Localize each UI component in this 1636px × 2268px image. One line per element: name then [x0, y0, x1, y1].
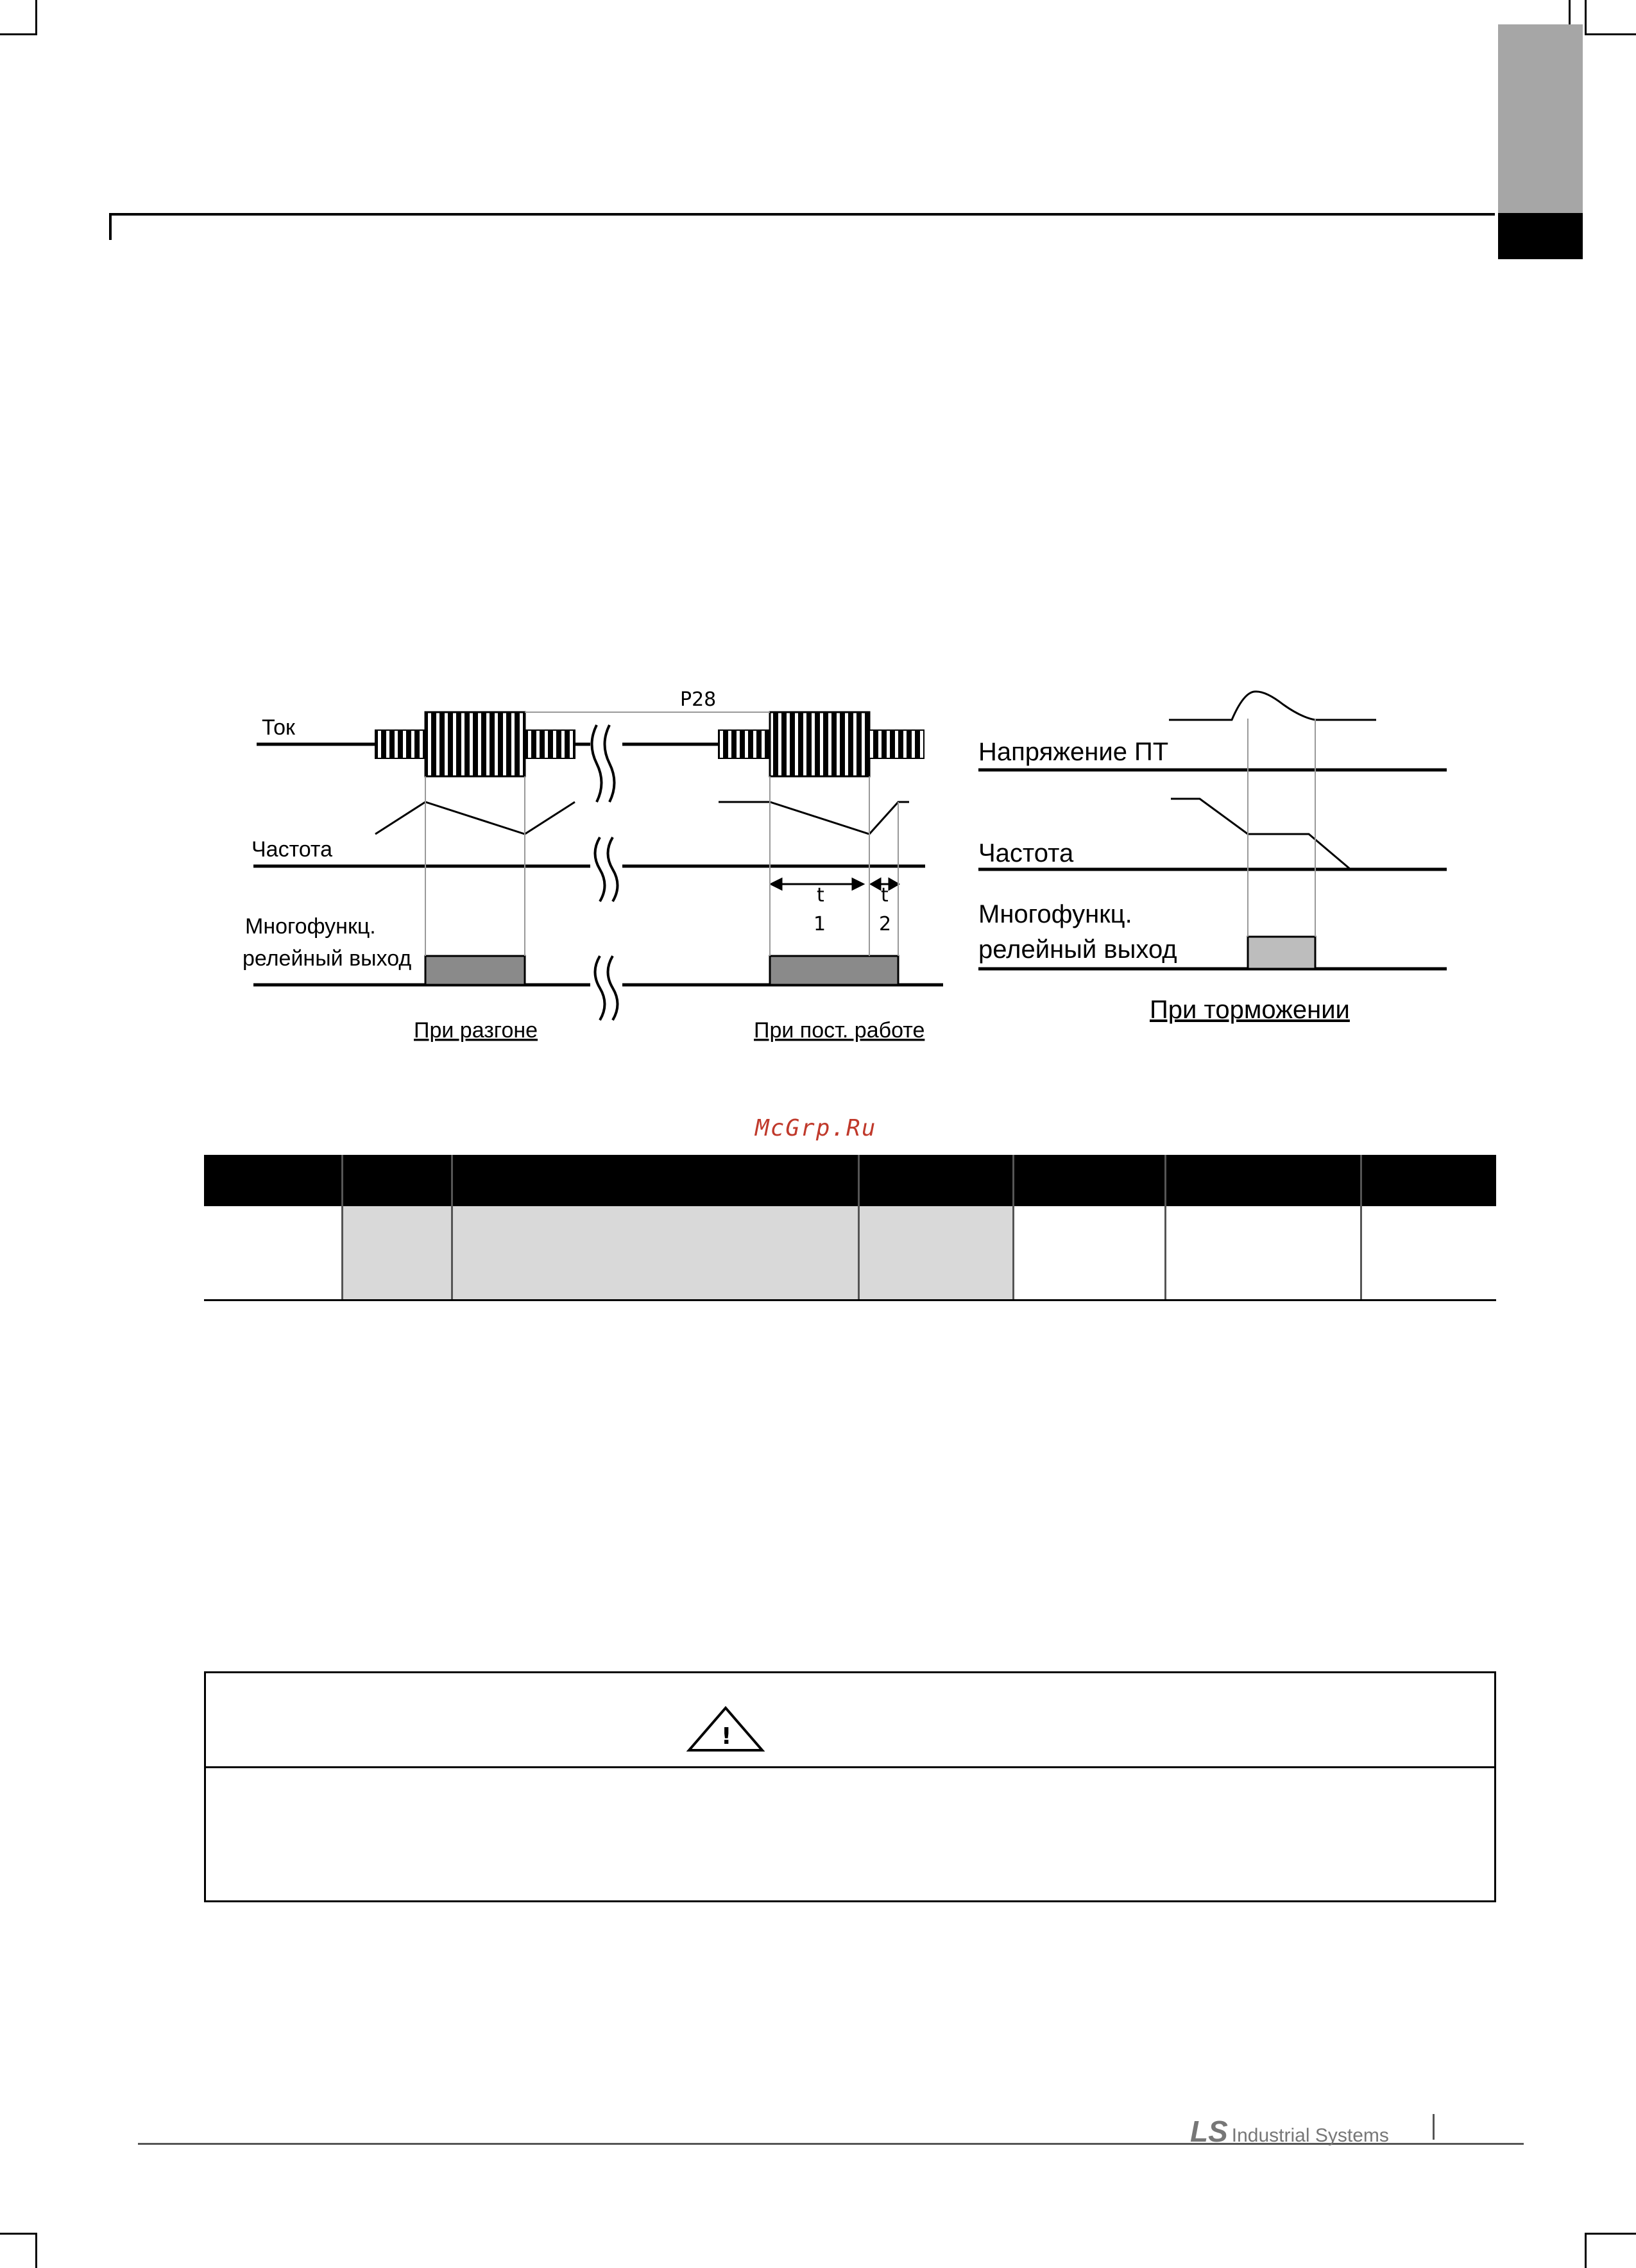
break-symbol [592, 725, 615, 802]
caption-accel: При разгоне [414, 1018, 538, 1043]
current-ripple-small [869, 730, 924, 758]
crop-mark [35, 0, 37, 35]
warning-divider [206, 1766, 1494, 1768]
relay-label-line2: релейный выход [243, 946, 412, 971]
warning-triangle-icon [684, 1704, 767, 1755]
frequency-label: Частота [251, 837, 333, 862]
brand-text: Industrial Systems [1231, 2125, 1389, 2146]
watermark: McGrp.Ru [755, 1115, 877, 1141]
warning-exclamation: ! [721, 1723, 732, 1750]
break-symbol [595, 956, 618, 1020]
right-frequency-waveform [1171, 799, 1351, 869]
table-col-divider [858, 1155, 860, 1299]
section-tab [1498, 24, 1583, 213]
dc-voltage-label: Напряжение ПТ [978, 738, 1169, 766]
brand-mark: LS [1190, 2115, 1228, 2148]
current-label: Ток [262, 715, 295, 740]
table-col-divider [341, 1155, 343, 1299]
crop-mark [35, 2233, 37, 2268]
right-relay-active-bar [1248, 937, 1315, 969]
table-shaded-cell [342, 1206, 1014, 1299]
table-header [204, 1155, 1496, 1206]
right-relay-label-line1: Многофункц. [978, 900, 1132, 928]
t2-index: 2 [879, 913, 892, 935]
t1-index: 1 [814, 913, 826, 935]
caption-const: При пост. работе [754, 1018, 925, 1043]
caption-decel: При торможении [1150, 996, 1350, 1024]
crop-mark [1585, 2233, 1636, 2235]
current-ripple-small [719, 730, 770, 758]
relay-active-bar [425, 956, 525, 985]
current-ripple-small [525, 730, 575, 758]
right-frequency-label: Частота [978, 839, 1074, 867]
timing-diagram [231, 680, 1463, 1052]
right-relay-label-line2: релейный выход [978, 935, 1177, 964]
table-col-divider [1164, 1155, 1166, 1299]
relay-label-line1: Многофункц. [245, 914, 376, 939]
t2-symbol: t [881, 884, 889, 907]
dc-voltage-waveform [1169, 692, 1376, 720]
header-rule [109, 213, 1495, 216]
frequency-waveform [375, 802, 575, 834]
crop-mark [1585, 0, 1587, 35]
crop-mark [1585, 2233, 1587, 2268]
relay-active-bar [770, 956, 898, 985]
table-bottom-rule [204, 1299, 1496, 1301]
current-ripple-large [770, 712, 869, 776]
warning-box [204, 1671, 1496, 1902]
table-col-divider [451, 1155, 453, 1299]
crop-mark [0, 2233, 35, 2235]
header-rule-tick [109, 213, 112, 240]
table-col-divider [1012, 1155, 1014, 1299]
break-symbol [595, 837, 618, 901]
frequency-waveform [719, 802, 909, 834]
crop-mark [0, 33, 35, 35]
current-ripple-large [425, 712, 525, 776]
guide-lines [1248, 719, 1315, 937]
crop-mark [1585, 33, 1636, 35]
footer-separator [1433, 2114, 1435, 2140]
table-col-divider [1360, 1155, 1362, 1299]
t1-symbol: t [817, 884, 824, 907]
p28-label: P28 [680, 688, 717, 711]
current-ripple-small [375, 730, 425, 758]
brand-logo [1190, 2114, 1389, 2149]
crop-mark [1569, 0, 1571, 26]
section-tab-black [1498, 213, 1583, 259]
